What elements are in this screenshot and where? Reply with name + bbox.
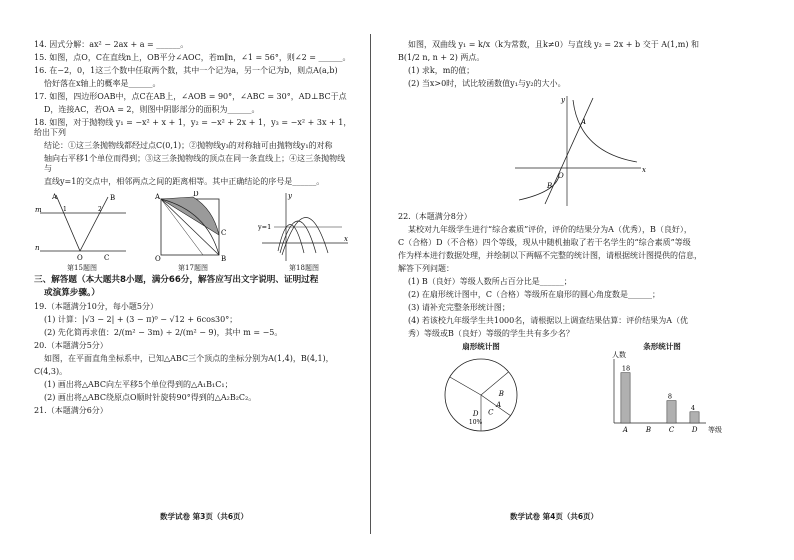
figure-17-diagram	[153, 191, 233, 263]
pie-slice-edge-B	[481, 372, 509, 395]
right-page	[398, 40, 760, 435]
question-18-line3: 轴向右平移1个单位而得到；③这三条抛物线的顶点在同一条直线上；④这三条抛物线与	[44, 154, 346, 173]
figure-18	[256, 191, 352, 273]
question-16-line2: 恰好落在x轴上的概率是______。	[44, 79, 161, 88]
pie-slice-edge-C	[481, 395, 510, 416]
question-21-part1: (1) 求k，m的值；	[408, 66, 475, 75]
point-B-label: B	[547, 182, 553, 190]
question-18-line1: 18. 如图，对于抛物线 y₁ = −x² + x + 1，y₂ = −x² + 2x + 1，y₃ = −x² + 3x + 1，给出下列	[34, 118, 352, 137]
figure-row	[34, 191, 352, 273]
question-20-line1: 如图，在平面直角坐标系中，已知△ABC三个顶点的坐标分别为A(1,4)，B(4,1)，	[44, 354, 334, 364]
pie-chart-title: 扇形统计图	[462, 342, 500, 351]
question-20: 20.（本题满分5分）	[34, 341, 108, 351]
bar-value-A: 18	[621, 364, 631, 373]
pie-slice-edge-A	[450, 377, 481, 395]
axis-x-label: x	[642, 166, 646, 174]
question-22-part4-line1: (4) 若该校九年级学生共1000名，请根据以上调查结果估算：评价结果为A（优	[408, 316, 689, 325]
question-20-part1: (1) 画出将△ABC向左平移5个单位得到的△A₁B₁C₁；	[44, 380, 233, 390]
label-B: B	[110, 194, 116, 202]
figure-15	[34, 191, 130, 273]
bar-C	[667, 401, 676, 423]
question-22-line2: C（合格）D（不合格）四个等级，现从中随机抽取了若干名学生的“综合素质”等级	[398, 238, 691, 247]
question-15: 15. 如图，点O，C在直线n上，OB平分∠AOC，若m∥n，∠1 = 56°，则∠2 = ______。	[34, 53, 351, 62]
question-17-line2: D，连接AC，若OA = 2，则图中阴影部分的面积为______。	[44, 105, 260, 114]
pie-slice-label-C: C	[488, 408, 494, 417]
question-22-part2: (2) 在扇形统计图中，C（合格）等级所在扇形的圆心角度数是______；	[408, 290, 660, 299]
line-y1-label: y=1	[258, 223, 272, 231]
angle-1-label: 1	[63, 206, 67, 213]
label-A: A	[52, 193, 58, 201]
axis-x-label: x	[344, 235, 348, 243]
label-m: m	[35, 206, 42, 214]
angle-2-label: 2	[98, 206, 102, 213]
label-n: n	[35, 244, 40, 252]
left-page	[34, 40, 352, 419]
bar-category-B: B	[645, 426, 652, 435]
label-D: D	[193, 191, 199, 198]
question-16-line1: 16. 在−2，0，1这三个数中任取两个数，其中一个记为a，另一个记为b，则点A(a,b)	[34, 66, 338, 75]
bar-value-C: 8	[667, 392, 673, 401]
figure-21-diagram	[509, 92, 649, 210]
column-divider	[370, 34, 371, 534]
bar-chart-title: 条形统计图	[643, 342, 681, 351]
question-22-part3: (3) 请补充完整条形统计图；	[408, 303, 510, 312]
question-19-part1: (1) 计算：|√3 − 2| + (3 − π)⁰ − √12 + 6cos30°；	[44, 315, 238, 325]
pie-chart	[426, 351, 536, 435]
figure-15-diagram	[34, 191, 130, 263]
question-14: 14. 因式分解：ax² − 2ax + a = ______。	[34, 40, 189, 49]
label-C: C	[104, 254, 110, 262]
bar-category-D: D	[691, 426, 698, 435]
label-O: O	[77, 254, 83, 262]
question-17-line1: 17. 如图，四边形OAB中，点C在AB上，∠AOB = 90°，∠ABC = 30°，AD⊥BC于点	[34, 92, 347, 101]
pie-slice-label-D: D	[472, 410, 479, 419]
question-21-line1: 如图，双曲线 y₁ = k/x（k为常数，且k≠0）与直线 y₂ = 2x + b 交于 A(1,m) 和	[408, 40, 700, 49]
question-22: 22.（本题满分8分）	[398, 212, 472, 221]
question-18-line2: 结论：①这三条抛物线都经过点C(0,1)；②抛物线y₃的对称轴可由抛物线y₁的对称	[44, 141, 333, 150]
origin-label: O	[558, 172, 564, 180]
bar-chart-block	[592, 342, 732, 435]
pie-slice-value-D: 10%	[468, 419, 483, 427]
figure-17	[153, 191, 233, 273]
question-22-line3: 作为样本进行数据处理，并绘制以下两幅不完整的统计图，请根据统计图提供的信息，	[398, 251, 702, 260]
label-C: C	[221, 229, 227, 237]
page-3-footer: 数学试卷 第3页（共6页）	[160, 512, 249, 521]
page-4-footer: 数学试卷 第4页（共6页）	[510, 512, 599, 521]
question-21-line2: B(1/2 n, n + 2) 两点。	[398, 53, 485, 62]
figure-18-caption: 第18题图	[289, 264, 319, 272]
question-19-part2: (2) 先化简再求值：2/(m² − 3m) ÷ 2/(m² − 9)，其中 m = −5。	[44, 328, 283, 338]
question-22-line1: 某校对九年级学生进行“综合素质”评价，评价的结果分为A（优秀），B（良好），	[408, 225, 692, 234]
question-22-part1: (1) B（良好）等级人数所占百分比是______；	[408, 277, 572, 286]
bar-category-C: C	[668, 426, 675, 435]
question-20-line2: C(4,3)。	[34, 367, 68, 377]
question-21-part2: (2) 当x>0时，试比较函数值y₁与y₂的大小。	[408, 79, 566, 88]
section-3-heading-line2: 或演算步骤。）	[44, 288, 100, 299]
axis-y-label: y	[561, 96, 565, 104]
bar-D	[690, 412, 699, 423]
label-O: O	[155, 255, 161, 263]
charts-row	[398, 342, 760, 435]
label-A: A	[155, 193, 161, 201]
pie-slice-label-B: B	[498, 390, 504, 399]
bar-value-D: 4	[690, 404, 696, 413]
figure-18-diagram	[256, 191, 352, 263]
question-21: 21.（本题满分6分）	[34, 406, 108, 416]
figure-15-caption: 第15题图	[67, 264, 97, 272]
x-axis-label: 等级	[708, 426, 722, 435]
pie-slice-label-A: A	[496, 401, 502, 410]
pie-chart-block	[426, 342, 536, 435]
figure-17-caption: 第17题图	[178, 264, 208, 272]
question-19: 19.（本题满分10分，每小题5分）	[34, 302, 158, 312]
question-22-line4: 解答下列问题：	[398, 264, 454, 273]
bar-category-A: A	[622, 426, 628, 435]
question-18-line4: 直线y=1的交点中，相邻两点之间的距离相等。其中正确结论的序号是______。	[44, 177, 325, 186]
figure-21	[398, 92, 760, 210]
question-20-part2: (2) 画出将△ABC绕原点O顺时针旋转90°得到的△A₂B₂C₂。	[44, 393, 257, 403]
bar-A	[621, 373, 630, 423]
question-22-part4-line2: 秀）等级或B（良好）等级的学生共有多少名？	[408, 329, 574, 338]
bar-chart	[592, 351, 732, 435]
y-axis-label: 人数	[612, 351, 626, 360]
section-3-heading-line1: 三、解答题（本大题共8小题，满分66分，解答应写出文字说明、证明过程	[34, 274, 319, 285]
label-B: B	[221, 255, 227, 263]
axis-y-label: y	[288, 192, 292, 200]
point-A-label: A	[581, 118, 587, 126]
